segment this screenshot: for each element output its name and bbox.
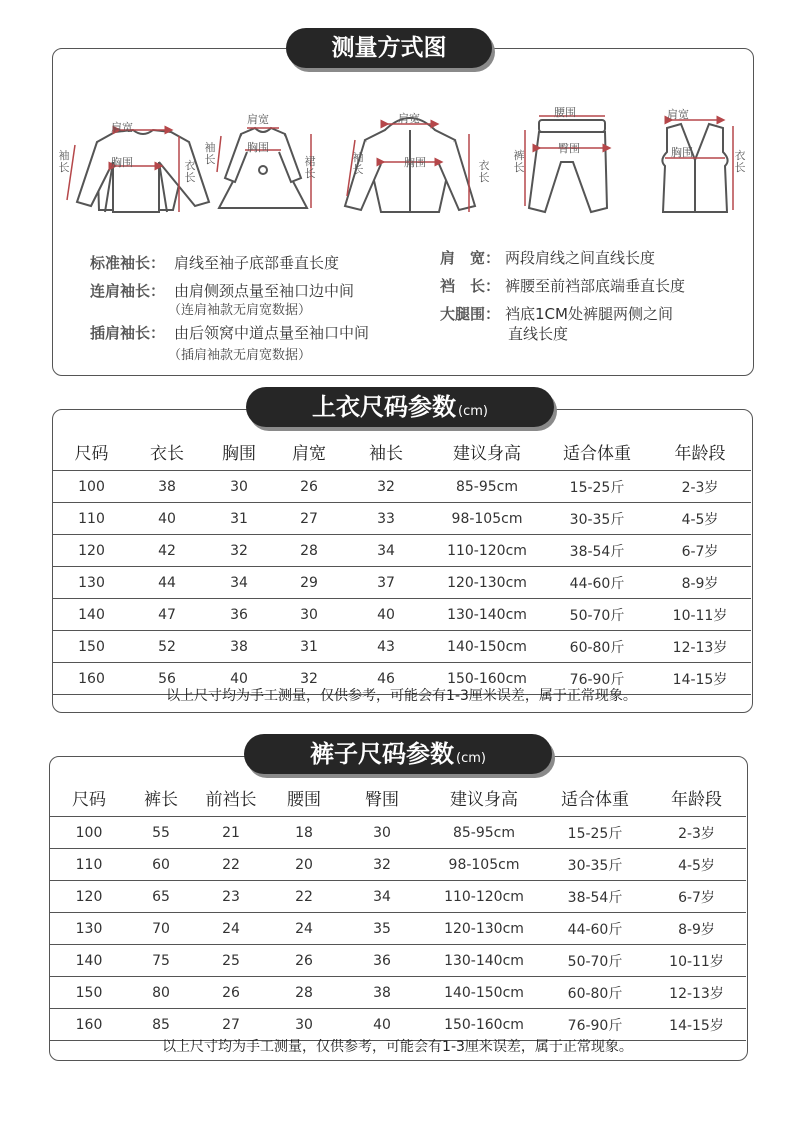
- table-cell: 42: [131, 535, 203, 567]
- label-waist: 腰围: [554, 106, 576, 119]
- table-cell: 22: [193, 849, 269, 881]
- table-cell: 32: [343, 471, 429, 503]
- table-cell: 40: [343, 599, 429, 631]
- label-chest-3: 胸围: [404, 156, 426, 169]
- label-shoulder-5: 肩宽: [667, 108, 689, 121]
- table-cell: 36: [339, 945, 425, 977]
- tops-title-text: 上衣尺码参数: [312, 393, 457, 421]
- table-cell: 110-120cm: [425, 881, 543, 913]
- table-cell: 23: [193, 881, 269, 913]
- tops-header-height: 建议身高: [453, 443, 521, 464]
- table-cell: 8-9岁: [647, 913, 746, 945]
- pants-title-text: 裤子尺码参数: [310, 740, 455, 768]
- table-cell: 33: [343, 503, 429, 535]
- table-cell: 85: [129, 1009, 193, 1041]
- pants-size-table: [49, 778, 746, 1041]
- def-sub-raglan-sleeve: （插肩袖款无肩宽数据）: [168, 348, 312, 363]
- table-cell: 25: [193, 945, 269, 977]
- table-cell: 150-160cm: [429, 663, 545, 695]
- table-row: [52, 599, 751, 631]
- table-cell: 26: [269, 945, 339, 977]
- pants-title: [244, 734, 552, 774]
- table-cell: 38: [203, 631, 275, 663]
- table-cell: 6-7岁: [649, 535, 751, 567]
- label-skirt-length: 裙长: [304, 155, 316, 180]
- table-row: [52, 471, 751, 503]
- table-cell: 34: [203, 567, 275, 599]
- pants-header-age: 年龄段: [671, 789, 722, 810]
- table-cell: 18: [269, 817, 339, 849]
- table-cell: 50-70斤: [543, 945, 647, 977]
- table-cell: 100: [49, 817, 129, 849]
- table-cell: 38-54斤: [545, 535, 649, 567]
- label-hip: 臀围: [558, 142, 580, 155]
- table-cell: 8-9岁: [649, 567, 751, 599]
- tops-header-age: 年龄段: [674, 443, 726, 464]
- table-cell: 44-60斤: [543, 913, 647, 945]
- table-cell: 120-130cm: [425, 913, 543, 945]
- label-shoulder-3: 肩宽: [398, 112, 420, 125]
- table-cell: 110: [52, 503, 131, 535]
- table-cell: 6-7岁: [647, 881, 746, 913]
- table-cell: 34: [343, 535, 429, 567]
- pants-header-height: 建议身高: [450, 789, 518, 810]
- label-length-1: 衣长: [184, 159, 196, 184]
- pants-icon: [529, 120, 607, 212]
- table-cell: 140-150cm: [425, 977, 543, 1009]
- table-cell: 70: [129, 913, 193, 945]
- label-sleeve-1: 袖长: [58, 149, 70, 174]
- table-cell: 31: [275, 631, 343, 663]
- pants-header-weight: 适合体重: [561, 789, 629, 810]
- label-chest-5: 胸围: [671, 146, 693, 159]
- def-desc-shoulder: 两段肩线之间直线长度: [505, 249, 656, 267]
- tops-header-shoulder: 肩宽: [292, 443, 326, 464]
- def-sub-raglan-shoulder-sleeve: （连肩袖款无肩宽数据）: [168, 303, 312, 318]
- table-cell: 28: [275, 535, 343, 567]
- label-sleeve-3: 袖长: [352, 151, 364, 176]
- table-cell: 55: [129, 817, 193, 849]
- def-term-raglan-sleeve: 插肩袖长：: [90, 324, 166, 342]
- vest-icon: [662, 124, 727, 212]
- table-cell: 120: [49, 881, 129, 913]
- table-cell: 110: [49, 849, 129, 881]
- table-cell: 47: [131, 599, 203, 631]
- table-cell: 10-11岁: [647, 945, 746, 977]
- table-row: [52, 535, 751, 567]
- def-term-standard-sleeve: 标准袖长：: [90, 254, 166, 272]
- table-cell: 4-5岁: [649, 503, 751, 535]
- table-cell: 15-25斤: [545, 471, 649, 503]
- table-row: [52, 503, 751, 535]
- table-cell: 32: [339, 849, 425, 881]
- pants-header-size: 尺码: [72, 789, 106, 810]
- table-cell: 38: [339, 977, 425, 1009]
- table-cell: 27: [193, 1009, 269, 1041]
- table-cell: 2-3岁: [647, 817, 746, 849]
- table-cell: 150: [52, 631, 131, 663]
- table-cell: 15-25斤: [543, 817, 647, 849]
- table-cell: 30-35斤: [545, 503, 649, 535]
- def-desc-raglan-shoulder-sleeve: 由肩侧颈点量至袖口边中间: [174, 282, 355, 300]
- pants-title-unit: (cm): [456, 751, 486, 766]
- guide-title: 测量方式图: [286, 28, 492, 68]
- table-row: [49, 913, 746, 945]
- table-cell: 30-35斤: [543, 849, 647, 881]
- table-cell: 40: [131, 503, 203, 535]
- def-term-rise: 裆 长：: [440, 277, 501, 295]
- tops-header-length: 衣长: [150, 443, 184, 464]
- table-cell: 98-105cm: [429, 503, 545, 535]
- tops-header-row: [52, 432, 751, 471]
- table-cell: 52: [131, 631, 203, 663]
- label-pants-length: 裤长: [513, 149, 525, 174]
- table-cell: 85-95cm: [425, 817, 543, 849]
- pants-header-length: 裤长: [144, 789, 178, 810]
- table-cell: 160: [52, 663, 131, 695]
- table-cell: 2-3岁: [649, 471, 751, 503]
- table-cell: 140: [52, 599, 131, 631]
- tops-size-table: [52, 432, 751, 695]
- def-desc-raglan-sleeve: 由后领窝中道点量至袖口中间: [174, 324, 370, 342]
- table-cell: 46: [343, 663, 429, 695]
- tops-header-sleeve: 袖长: [369, 443, 403, 464]
- pants-header-row: [49, 778, 746, 817]
- label-chest-2: 胸围: [247, 141, 269, 154]
- table-cell: 10-11岁: [649, 599, 751, 631]
- table-cell: 50-70斤: [545, 599, 649, 631]
- table-cell: 85-95cm: [429, 471, 545, 503]
- table-cell: 43: [343, 631, 429, 663]
- table-cell: 65: [129, 881, 193, 913]
- table-cell: 60: [129, 849, 193, 881]
- table-cell: 150: [49, 977, 129, 1009]
- label-shoulder-1: 肩宽: [111, 121, 133, 134]
- tops-header-weight: 适合体重: [563, 443, 631, 464]
- label-length-3: 衣长: [478, 159, 490, 184]
- def-term-thigh: 大腿围：: [440, 305, 501, 323]
- table-cell: 130: [49, 913, 129, 945]
- table-cell: 30: [269, 1009, 339, 1041]
- table-cell: 36: [203, 599, 275, 631]
- table-row: [49, 817, 746, 849]
- table-cell: 44-60斤: [545, 567, 649, 599]
- table-row: [52, 631, 751, 663]
- table-cell: 120-130cm: [429, 567, 545, 599]
- def-desc-rise: 裤腰至前裆部底端垂直长度: [505, 277, 686, 295]
- table-cell: 76-90斤: [543, 1009, 647, 1041]
- label-length-5: 衣长: [734, 149, 746, 174]
- table-cell: 24: [193, 913, 269, 945]
- table-cell: 37: [343, 567, 429, 599]
- table-cell: 32: [203, 535, 275, 567]
- table-cell: 28: [269, 977, 339, 1009]
- table-cell: 80: [129, 977, 193, 1009]
- table-cell: 14-15岁: [647, 1009, 746, 1041]
- table-cell: 56: [131, 663, 203, 695]
- table-cell: 12-13岁: [649, 631, 751, 663]
- table-cell: 4-5岁: [647, 849, 746, 881]
- table-cell: 30: [203, 471, 275, 503]
- table-cell: 110-120cm: [429, 535, 545, 567]
- table-cell: 35: [339, 913, 425, 945]
- table-cell: 38: [131, 471, 203, 503]
- table-cell: 22: [269, 881, 339, 913]
- table-cell: 20: [269, 849, 339, 881]
- def-term-raglan-shoulder-sleeve: 连肩袖长：: [90, 282, 166, 300]
- table-cell: 60-80斤: [543, 977, 647, 1009]
- label-shoulder-2: 肩宽: [247, 113, 269, 126]
- table-cell: 21: [193, 817, 269, 849]
- table-row: [49, 881, 746, 913]
- table-cell: 40: [203, 663, 275, 695]
- table-cell: 30: [339, 817, 425, 849]
- pants-header-hip: 臀围: [365, 789, 399, 810]
- table-cell: 130-140cm: [425, 945, 543, 977]
- table-cell: 150-160cm: [425, 1009, 543, 1041]
- label-sleeve-2: 袖长: [204, 141, 216, 166]
- tops-title-unit: (cm): [458, 404, 488, 419]
- tops-note: 以上尺寸均为手工测量，仅供参考，可能会有1-3厘米误差，属于正常现象。: [166, 688, 637, 704]
- pants-header-rise: 前裆长: [205, 789, 257, 810]
- table-cell: 26: [193, 977, 269, 1009]
- table-cell: 130: [52, 567, 131, 599]
- tops-header-chest: 胸围: [222, 443, 256, 464]
- table-cell: 76-90斤: [545, 663, 649, 695]
- def-sub-thigh: 直线长度: [508, 325, 569, 343]
- table-cell: 140-150cm: [429, 631, 545, 663]
- table-cell: 40: [339, 1009, 425, 1041]
- table-cell: 30: [275, 599, 343, 631]
- table-cell: 120: [52, 535, 131, 567]
- label-chest-1: 胸围: [111, 156, 133, 169]
- pants-note: 以上尺寸均为手工测量，仅供参考，可能会有1-3厘米误差，属于正常现象。: [162, 1039, 633, 1055]
- table-row: [49, 977, 746, 1009]
- table-cell: 29: [275, 567, 343, 599]
- table-cell: 98-105cm: [425, 849, 543, 881]
- table-cell: 160: [49, 1009, 129, 1041]
- table-cell: 140: [49, 945, 129, 977]
- table-cell: 31: [203, 503, 275, 535]
- table-cell: 32: [275, 663, 343, 695]
- def-term-shoulder: 肩 宽：: [440, 249, 501, 267]
- pants-header-waist: 腰围: [287, 789, 321, 810]
- def-desc-standard-sleeve: 肩线至袖子底部垂直长度: [174, 254, 340, 272]
- table-cell: 12-13岁: [647, 977, 746, 1009]
- table-row: [49, 849, 746, 881]
- table-row: [52, 567, 751, 599]
- table-cell: 44: [131, 567, 203, 599]
- table-cell: 26: [275, 471, 343, 503]
- table-cell: 24: [269, 913, 339, 945]
- table-cell: 60-80斤: [545, 631, 649, 663]
- table-cell: 100: [52, 471, 131, 503]
- table-cell: 14-15岁: [649, 663, 751, 695]
- def-desc-thigh: 裆底1CM处裤腿两侧之间: [505, 305, 673, 323]
- table-cell: 38-54斤: [543, 881, 647, 913]
- table-cell: 34: [339, 881, 425, 913]
- table-row: [49, 945, 746, 977]
- tops-title: [246, 387, 554, 427]
- table-cell: 130-140cm: [429, 599, 545, 631]
- table-cell: 27: [275, 503, 343, 535]
- table-cell: 75: [129, 945, 193, 977]
- tops-header-size: 尺码: [74, 443, 109, 464]
